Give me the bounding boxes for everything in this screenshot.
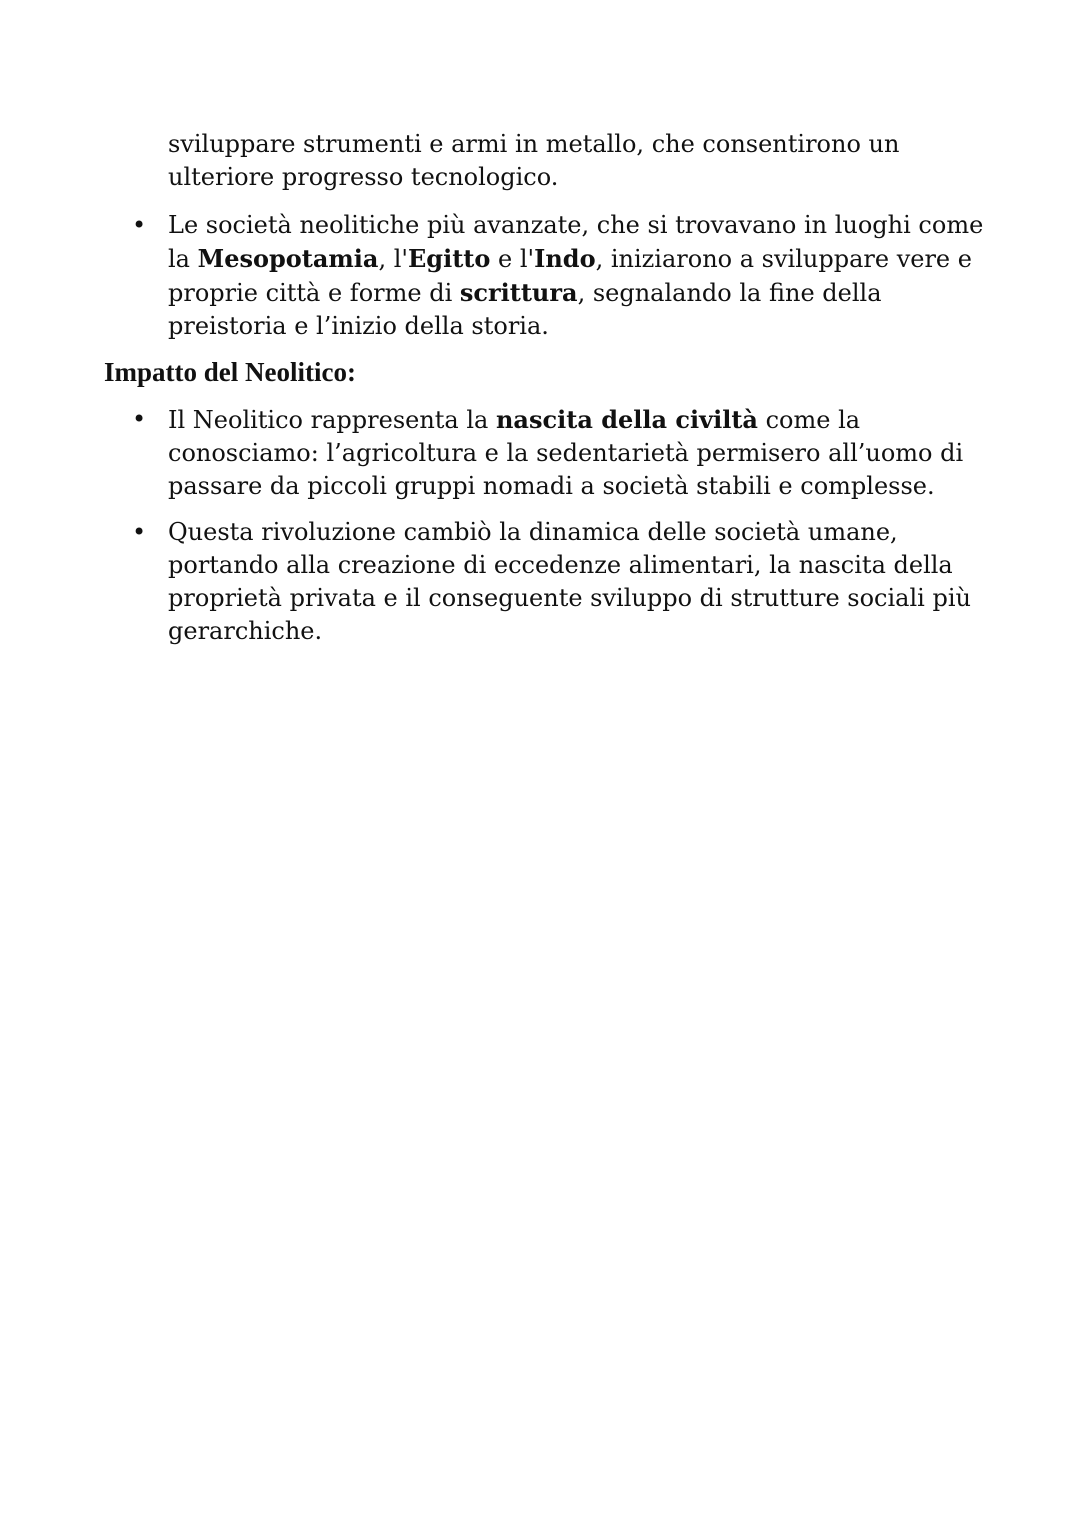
bullet-paragraph-revolution [168,516,998,648]
text-segment: Il Neolitico rappresenta la [168,406,496,434]
bullet-marker-2: • [132,405,147,433]
text-segment: Questa rivoluzione cambiò la dinamica delle società umane, portando alla creazione di eccedenze alimentari, la nascita della proprietà privata e il conseguente sviluppo di strutture sociali più gerarchiche. [168,518,971,645]
bullet-marker-1: • [132,211,147,239]
text-segment: , l' [378,245,408,273]
bullet-paragraph-neolithic-societies [168,209,998,343]
continuation-paragraph [168,128,998,194]
section-heading: Impatto del Neolitico: [104,357,356,387]
text-segment: come la conosciamo: l’agricoltura e la sedentarietà permisero all’uomo di passare da piccoli gruppi nomadi a società stabili e complesse. [168,406,964,500]
text-segment: , segnalando la fine della preistoria e l’inizio della storia. [168,279,882,340]
bold-term-mesopotamia: Mesopotamia [197,244,379,273]
bold-term-egitto: Egitto [408,244,491,273]
text-segment: , iniziarono a sviluppare vere e proprie città e forme di [168,245,972,307]
bold-term-scrittura: scrittura [459,278,578,307]
bullet-marker-3: • [132,518,147,546]
bold-term-nascita-civilta: nascita della civiltà [495,405,758,434]
bullet-paragraph-civilization [168,403,998,503]
text-segment: e l' [490,245,535,273]
continuation-text: sviluppare strumenti e armi in metallo, che consentirono un ulteriore progresso tecnologico. [168,130,900,191]
text-segment: Le società neolitiche più avanzate, che si trovavano in luoghi come la [168,211,984,273]
bold-term-indo: Indo [534,244,596,273]
